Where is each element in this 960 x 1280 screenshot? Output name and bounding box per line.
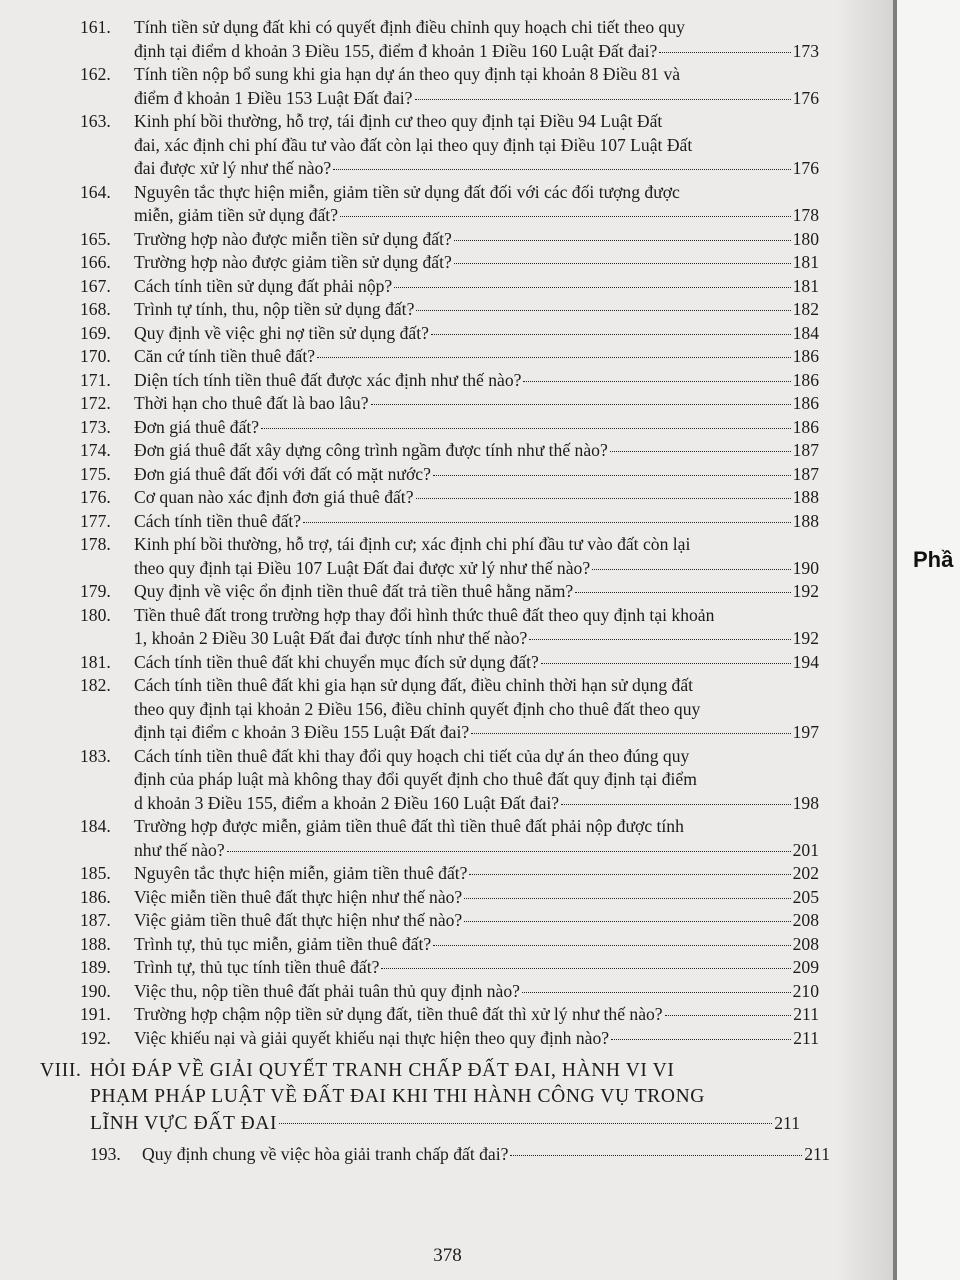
toc-entry-line: miễn, giảm tiền sử dụng đất? [134,205,339,225]
toc-entry-line: theo quy định tại Điều 107 Luật Đất đai được xử lý như thế nào? [134,557,591,578]
toc-entry [0,956,895,980]
table-of-contents [0,16,895,1167]
toc-entry [0,933,895,957]
toc-entry [0,322,895,346]
toc-entry-title [134,533,819,580]
toc-entry-page: 208 [792,910,819,930]
dot-leader [416,498,791,499]
toc-entry-number: 173. [80,416,111,437]
toc-entry [0,110,895,181]
toc-entry-page: 184 [792,322,819,343]
toc-entry-title [134,322,819,346]
toc-entry-line: Trường hợp chậm nộp tiền sử dụng đất, tiền thuê đất thì xử lý như thế nào? [134,1004,663,1024]
toc-entry-line: Căn cứ tính tiền thuê đất? [134,346,316,366]
dot-leader [303,522,791,523]
toc-entry-title [134,886,819,910]
toc-entry [0,228,895,252]
toc-entry-number: 162. [80,64,111,84]
section-title-line: LĨNH VỰC ĐẤT ĐAI [90,1113,278,1134]
dot-leader [317,357,791,358]
toc-entry-page: 187 [792,440,819,460]
toc-entry-number: 169. [80,322,111,343]
toc-entry [0,980,895,1004]
toc-entry-line: Quy định chung về việc hòa giải tranh chấp đất đai? [142,1144,509,1164]
dot-leader [665,1015,792,1016]
toc-entry-page: 198 [792,792,819,813]
toc-entry-number: 172. [80,393,111,413]
toc-entry-line: Đơn giá thuê đất đối với đất có mặt nước? [134,463,431,484]
toc-entry-number: 188. [80,933,111,954]
toc-entry [0,416,895,440]
toc-entry-line: Trường hợp nào được miễn tiền sử dụng đất? [134,228,452,249]
dot-leader [611,1039,791,1040]
toc-entry [0,16,895,63]
toc-entry [0,674,895,745]
toc-entry-number: 161. [80,17,111,37]
toc-entry-page: 208 [792,933,819,954]
toc-entry-title [134,251,819,275]
toc-entry-page: 211 [804,1144,830,1164]
toc-entry-title [134,345,819,369]
toc-entry [0,886,895,910]
toc-entry [0,651,895,675]
toc-entry-number: 180. [80,604,111,625]
toc-entry-number: 176. [80,487,111,507]
toc-entry-number: 167. [80,275,111,296]
toc-entry-line: Đơn giá thuê đất? [134,416,260,437]
toc-entry [0,1003,895,1027]
dot-leader [659,52,790,53]
toc-entry-page: 202 [792,863,819,883]
toc-entry-title [134,604,819,651]
toc-entry-title [134,1027,819,1051]
toc-entry-line: điểm đ khoản 1 Điều 153 Luật Đất đai? [134,87,413,108]
toc-entry-page: 186 [792,393,819,413]
toc-entry-page: 181 [792,252,819,272]
dot-leader [279,1123,772,1124]
toc-entry-number: 184. [80,816,111,836]
toc-entry [0,439,895,463]
toc-entry-line: Cách tính tiền thuê đất? [134,510,302,531]
toc-entry-line: Quy định về việc ổn định tiền thuê đất trả tiền thuê hằng năm? [134,581,574,601]
toc-entry-number: 164. [80,181,111,202]
toc-entry-line: Trình tự tính, thu, nộp tiền sử dụng đất? [134,299,415,319]
toc-entry [0,63,895,110]
dot-leader [394,287,790,288]
page-number: 378 [433,1245,462,1266]
dot-leader [340,216,791,217]
toc-entry-page: 173 [792,40,819,61]
toc-entry-number: 177. [80,510,111,531]
section-title-line: HỎI ĐÁP VỀ GIẢI QUYẾT TRANH CHẤP ĐẤT ĐAI, HÀNH VI VI [90,1060,675,1081]
toc-entry-number: 178. [80,534,111,554]
toc-entry-line: 1, khoản 2 Điều 30 Luật Đất đai được tính như thế nào? [134,628,528,648]
toc-entry-page: 178 [792,205,819,225]
toc-entry [0,298,895,322]
toc-entry-title [134,275,819,299]
section-title [90,1058,800,1137]
toc-entry-page: 211 [793,1004,819,1024]
dot-leader [610,451,791,452]
toc-entry-line: Nguyên tắc thực hiện miễn, giảm tiền thuê đất? [134,863,468,883]
toc-entry-title [134,980,819,1004]
dot-leader [261,428,791,429]
toc-entry-line: Kinh phí bồi thường, hỗ trợ, tái định cư; xác định chi phí đầu tư vào đất còn lại [134,534,691,554]
toc-entry-line: Cách tính tiền thuê đất khi thay đổi quy hoạch chi tiết của dự án theo đúng quy [134,745,690,766]
toc-entry-number: 185. [80,863,111,883]
toc-entry-title [134,181,819,228]
toc-entry-line: Trường hợp nào được giảm tiền sử dụng đất? [134,252,452,272]
toc-entry-page: 182 [792,299,819,319]
dot-leader [433,475,791,476]
toc-entry-page: 194 [792,651,819,672]
toc-entry-line: Việc miễn tiền thuê đất thực hiện như thế nào? [134,886,463,907]
toc-entry-number: 179. [80,581,111,601]
toc-entry [0,1143,895,1167]
toc-entry-page: 186 [792,346,819,366]
toc-entry-title [134,439,819,463]
toc-entry-page: 205 [792,886,819,907]
toc-entry-line: Diện tích tính tiền thuê đất được xác định như thế nào? [134,369,522,390]
toc-entry-line: Kinh phí bồi thường, hỗ trợ, tái định cư theo quy định tại Điều 94 Luật Đất [134,111,663,131]
toc-entry-number: 189. [80,957,111,977]
toc-entry-page: 211 [793,1027,819,1048]
toc-entry-line: d khoản 3 Điều 155, điểm a khoản 2 Điều 160 Luật Đất đai? [134,792,560,813]
toc-entry-number: 165. [80,228,111,249]
dot-leader [416,310,790,311]
toc-entry-line: như thế nào? [134,839,225,860]
toc-entry-line: Đơn giá thuê đất xây dựng công trình ngầm được tính như thế nào? [134,440,608,460]
toc-entry-page: 201 [792,839,819,860]
toc-entry-title [134,956,819,980]
dot-leader [381,968,790,969]
toc-entry-page: 180 [792,228,819,249]
toc-entry-number: 174. [80,440,111,460]
toc-entry [0,463,895,487]
toc-entry-title [134,16,819,63]
toc-entry-line: Tiền thuê đất trong trường hợp thay đổi hình thức thuê đất theo quy định tại khoản [134,604,715,625]
toc-entry-page: 210 [792,980,819,1001]
toc-entry-number: 163. [80,111,111,131]
toc-entry-page: 187 [792,463,819,484]
toc-entry-title [134,674,819,745]
toc-entry-title [134,909,819,933]
dot-leader [227,851,791,852]
toc-entry-title [134,463,819,487]
toc-entry [0,369,895,393]
toc-entry-line: theo quy định tại khoản 2 Điều 156, điều chỉnh quyết định cho thuê đất theo quy [134,698,701,719]
toc-entry [0,181,895,228]
toc-entry-line: Cơ quan nào xác định đơn giá thuê đất? [134,487,414,507]
section-number: VIII. [40,1060,82,1081]
dot-leader [469,874,790,875]
toc-entry-line: Quy định về việc ghi nợ tiền sử dụng đất? [134,322,429,343]
toc-entry [0,909,895,933]
toc-entry [0,486,895,510]
dot-leader [333,169,790,170]
toc-entry-title [134,486,819,510]
dot-leader [371,404,791,405]
toc-entry-line: đai, xác định chi phí đầu tư vào đất còn lại theo quy định tại Điều 107 Luật Đất [134,134,693,155]
toc-entry-page: 188 [792,487,819,507]
toc-entry-number: 182. [80,675,111,695]
toc-entry-page: 181 [792,275,819,296]
toc-entry-title [134,298,819,322]
toc-entry [0,1027,895,1051]
toc-entry-title [134,369,819,393]
toc-entry [0,580,895,604]
toc-entry-line: Việc giảm tiền thuê đất thực hiện như thế nào? [134,910,463,930]
dot-leader [433,945,790,946]
dot-leader [522,992,791,993]
toc-entry-number: 183. [80,745,111,766]
next-page-edge [897,0,960,1280]
toc-entry-title [134,1003,819,1027]
toc-entry-line: đai được xử lý như thế nào? [134,158,332,178]
toc-entry-number: 187. [80,910,111,930]
dot-leader [464,898,790,899]
toc-entry-line: Trình tự, thủ tục miễn, giảm tiền thuê đất? [134,933,432,954]
toc-entry-number: 193. [90,1144,121,1164]
toc-entry-title [134,228,819,252]
toc-entry-title [142,1143,830,1167]
toc-entry-line: định tại điểm c khoản 3 Điều 155 Luật Đất đai? [134,722,470,742]
toc-entry-line: Trường hợp được miễn, giảm tiền thuê đất thì tiền thuê đất phải nộp được tính [134,816,684,836]
toc-entry-line: Cách tính tiền thuê đất khi chuyển mục đích sử dụng đất? [134,651,539,672]
toc-entry-page: 186 [792,369,819,390]
toc-entry [0,815,895,862]
toc-entry-page: 197 [792,722,819,742]
toc-entry-number: 191. [80,1004,111,1024]
toc-entry-line: Cách tính tiền sử dụng đất phải nộp? [134,275,393,296]
dot-leader [541,663,791,664]
toc-entry-title [134,510,819,534]
section-title-line: PHẠM PHÁP LUẬT VỀ ĐẤT ĐAI KHI THI HÀNH CÔNG VỤ TRONG [90,1086,705,1107]
dot-leader [454,263,791,264]
toc-entry-page: 176 [792,158,819,178]
toc-entry-title [134,110,819,181]
toc-entry-line: Tính tiền nộp bổ sung khi gia hạn dự án theo quy định tại khoản 8 Điều 81 và [134,64,681,84]
toc-entry [0,862,895,886]
toc-entry-title [134,933,819,957]
toc-entry-title [134,651,819,675]
toc-entry-line: định của pháp luật mà không thay đổi quyết định cho thuê đất quy định tại điểm [134,769,697,789]
toc-entry-line: Tính tiền sử dụng đất khi có quyết định điều chỉnh quy hoạch chi tiết theo quy [134,17,685,37]
next-page-heading-fragment: Phầ [913,547,954,572]
toc-entry-number: 171. [80,369,111,390]
toc-entry-line: Nguyên tắc thực hiện miễn, giảm tiền sử dụng đất đối với các đối tượng được [134,181,680,202]
toc-entry-title [134,392,819,416]
toc-entry [0,533,895,580]
dot-leader [464,921,790,922]
dot-leader [575,592,790,593]
dot-leader [523,381,790,382]
toc-entry-page: 209 [792,957,819,977]
dot-leader [471,733,790,734]
dot-leader [529,639,790,640]
toc-entry-title [134,815,819,862]
toc-entry [0,510,895,534]
toc-entry-line: Trình tự, thủ tục tính tiền thuê đất? [134,957,380,977]
toc-entry-number: 168. [80,299,111,319]
toc-entry-page: 192 [792,628,819,648]
toc-entry-page: 190 [792,557,819,578]
toc-entry-number: 186. [80,886,111,907]
toc-entry-page: 188 [792,510,819,531]
toc-entry [0,604,895,651]
toc-entry-page: 176 [792,87,819,108]
toc-entry-title [134,63,819,110]
toc-entry-number: 170. [80,346,111,366]
toc-entry-page: 186 [792,416,819,437]
toc-entry [0,275,895,299]
toc-entry-number: 190. [80,980,111,1001]
toc-entry-line: định tại điểm d khoản 3 Điều 155, điểm đ khoản 1 Điều 160 Luật Đất đai? [134,40,658,61]
dot-leader [454,240,791,241]
toc-entry-title [134,580,819,604]
toc-entry-number: 175. [80,463,111,484]
toc-entry [0,392,895,416]
toc-entry-line: Thời hạn cho thuê đất là bao lâu? [134,393,369,413]
toc-entry-line: Việc khiếu nại và giải quyết khiếu nại thực hiện theo quy định nào? [134,1027,610,1048]
section-heading [0,1058,895,1137]
dot-leader [415,99,791,100]
dot-leader [561,804,791,805]
dot-leader [431,334,791,335]
toc-entry-title [134,745,819,816]
toc-entry-line: Việc thu, nộp tiền thuê đất phải tuân thủ quy định nào? [134,980,520,1001]
toc-entry-number: 181. [80,651,111,672]
toc-entry [0,251,895,275]
dot-leader [510,1155,802,1156]
toc-entry [0,745,895,816]
toc-entry-line: Cách tính tiền thuê đất khi gia hạn sử dụng đất, điều chỉnh thời hạn sử dụng đất [134,675,694,695]
section-page: 211 [774,1113,800,1133]
toc-entry-number: 166. [80,252,111,272]
toc-entry-title [134,862,819,886]
toc-entry-page: 192 [792,581,819,601]
toc-entry [0,345,895,369]
toc-entry-title [134,416,819,440]
toc-entry-number: 192. [80,1027,111,1048]
dot-leader [592,569,790,570]
